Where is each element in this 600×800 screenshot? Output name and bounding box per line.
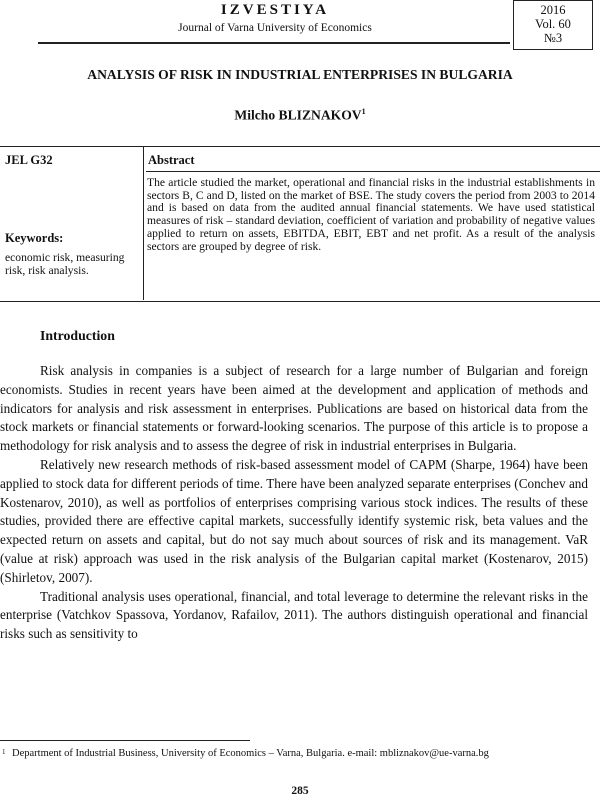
issue-box [513,0,593,50]
keywords-heading: Keywords: [5,231,64,245]
issue-number: №3 [543,31,563,45]
abstract-heading: Abstract [148,153,195,167]
body-paragraph: Traditional analysis uses operational, financial, and total leverage to determine the relevant risks in the enterprise (Vatchkov Spassova, Yordanov, Rafailov, 2011). The authors distinguish operational and financial risks such as sensitivity to [0,588,588,642]
journal-name: IZVESTIYA [220,2,330,18]
meta-rule-bottom [0,301,600,302]
issue-year: 2016 [540,3,566,17]
jel-code: JEL G32 [5,153,53,167]
header-rule [38,42,510,44]
article-author [0,107,600,124]
abstract-text: The article studied the market, operational and financial risks in the industrial establishments in sectors B, C and D, listed on the market of BSE. The study covers the period from 2003 to 2014 and is based on data from the audited annual financial statements. We have used statistical measures of risk – standard deviation, coefficient of variation and probability of negative values applied to return on assets, EBITDA, EBIT, EBT and net profit. As a result of the analysis sectors are grouped by degree of risk. [147,176,595,253]
meta-rule-top [0,146,600,147]
footnote-rule [0,740,250,741]
body-paragraph: Risk analysis in companies is a subject of research for a large number of Bulgarian and foreign economists. Studies in recent years have been aimed at the development and application of methods and indicators for analysis and risk assessment in enterprises. Publications are based on historical data from the stock markets or financial statements or forward-looking scenarios. The purpose of this article is to propose a methodology for risk analysis and to assess the degree of risk in industrial enterprises in Bulgaria. [0,363,588,454]
footnote-text: Department of Industrial Business, University of Economics – Varna, Bulgaria. e-mail: mbliznakov@ue-varna.bg [12,748,489,759]
keywords-text: economic risk, measuring risk, risk analysis. [5,251,125,277]
journal-subtitle: Journal of Varna University of Economics [178,22,372,34]
author-footnote-mark: 1 [361,107,366,116]
author-name: Milcho BLIZNAKOV [234,107,362,123]
meta-column-divider [143,147,144,300]
footnote [0,748,585,760]
page-header [0,0,600,56]
footnote-mark: 1 [2,748,6,756]
page-number: 285 [291,785,309,797]
body-text [0,362,588,644]
abstract-rule [146,171,600,172]
section-title-introduction: Introduction [40,328,115,343]
body-paragraph: Relatively new research methods of risk-based assessment model of CAPM (Sharpe, 1964) have been applied to stock data for different periods of time. There have been analyzed separate enterprises (Conchev and Kostenarov, 2010), as well as portfolios of enterprises comprising various stock indices. The results of these studies, provided there are effective capital markets, successfully identify systemic risk, beta values and the expected return on assets and capital, but do not say much about sources of risk and its management. VaR (value at risk) approach was used in the risk analysis of the Bulgarian capital market (Kostenarov, 2015) (Shirletov, 2007). [0,456,588,585]
issue-volume: Vol. 60 [535,17,571,31]
article-title: ANALYSIS OF RISK IN INDUSTRIAL ENTERPRISES IN BULGARIA [87,67,513,82]
